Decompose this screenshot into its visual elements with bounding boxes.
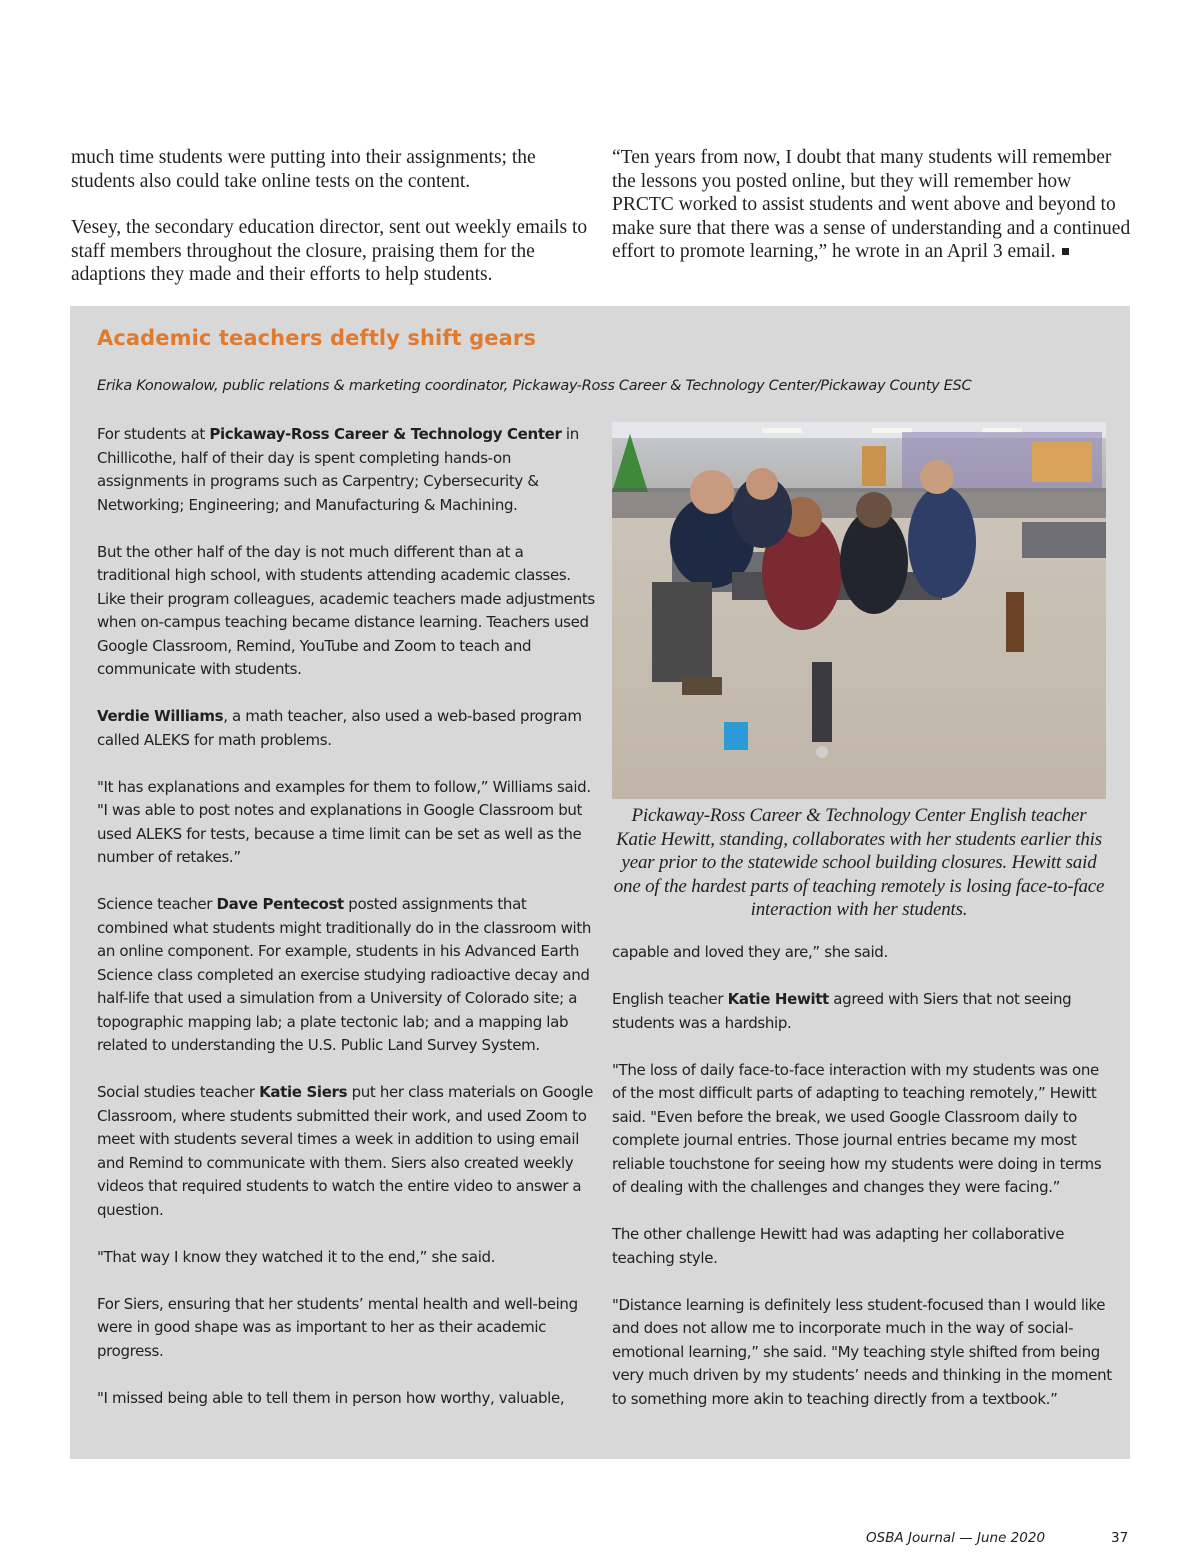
bold-name: Verdie Williams: [97, 707, 224, 725]
text-run: agreed with Siers that not seeing students was a hardship.: [612, 990, 1072, 1032]
sidebar-column-right: [612, 941, 1112, 1435]
article-column-left: [71, 146, 591, 310]
sidebar-paragraph: [97, 705, 597, 752]
sidebar-paragraph: "Distance learning is definitely less student-focused than I would like and does not allow me to incorporate much in the way of social-emotional learning,” she said. "My teaching style shifted from being very much driven by my students’ needs and thinking in the moment to something more akin to teaching directly from a textbook.”: [612, 1295, 1112, 1408]
text-run: put her class materials on Google Classroom, where students submitted their work, and used Zoom to meet with students several times a week in addition to using email and Remind to communicate with them. Siers also created weekly videos that required students to watch the entire video to answer a question.: [97, 1083, 593, 1219]
sidebar-paragraph: [612, 988, 1112, 1035]
article-column-right: [612, 146, 1132, 287]
sidebar-paragraph: The other challenge Hewitt had was adapting her collaborative teaching style.: [612, 1225, 1065, 1267]
bold-name: Pickaway-Ross Career & Technology Center: [209, 425, 562, 443]
sidebar-paragraph: "The loss of daily face-to-face interaction with my students was one of the most difficult parts of adapting to teaching remotely,” Hewitt said. "Even before the break, we used Google Classroom daily to complete journal entries. Those journal entries became my most reliable touchstone for seeing how my students were doing in terms of dealing with the challenges and changes they were facing.”: [612, 1060, 1102, 1196]
sidebar-paragraph: "That way I know they watched it to the end,” she said.: [97, 1247, 496, 1266]
article-paragraph: [612, 146, 1132, 264]
text-run: English teacher: [612, 990, 728, 1008]
bold-name: Katie Hewitt: [727, 990, 829, 1008]
text-run: Social studies teacher: [97, 1083, 260, 1101]
bold-name: Dave Pentecost: [216, 895, 344, 913]
quote-text: “Ten years from now, I doubt that many students will remember the lessons you posted online, but they will remember how PRCTC worked to assist students and went above and beyond to make sure that there was a sense of understanding and a continued effort to promote learning,” he wrote in an April 3 email.: [612, 147, 1131, 262]
sidebar-paragraph: [97, 1081, 597, 1222]
text-run: in Chillicothe, half of their day is spent completing hands-on assignments in programs such as Carpentry; Cybersecurity & Networking; Engineering; and Manufacturing & Machining.: [97, 425, 579, 514]
sidebar-paragraph: But the other half of the day is not much different than at a traditional high school, with students attending academic classes. Like their program colleagues, academic teachers made adjustments when on-campus teaching became distance learning. Teachers used Google Classroom, Remind, YouTube and Zoom to teach and communicate with students.: [97, 542, 595, 678]
sidebar-paragraph: "I missed being able to tell them in person how worthy, valuable,: [97, 1388, 565, 1407]
sidebar-title: Academic teachers deftly shift gears: [97, 326, 536, 350]
text-run: posted assignments that combined what students might traditionally do in the classroom with an online component. For example, students in his Advanced Earth Science class completed an exercise studying radioactive decay and half-life that used a simulation from a University of Colorado site; a topographic mapping lab; a plate tectonic lab; and a mapping lab related to understanding the U.S. Public Land Survey System.: [97, 895, 592, 1054]
article-paragraph: Vesey, the secondary education director, sent out weekly emails to staff members throughout the closure, praising them for the adaptions they made and their efforts to help students.: [71, 217, 588, 285]
article-paragraph: much time students were putting into their assignments; the students also could take online tests on the content.: [71, 147, 536, 192]
classroom-photo: [612, 422, 1106, 799]
sidebar-paragraph: [97, 423, 597, 517]
bold-name: Katie Siers: [259, 1083, 348, 1101]
sidebar-box: [70, 306, 1130, 1459]
photo-illustration: [612, 422, 1106, 799]
text-run: For students at: [97, 425, 210, 443]
sidebar-paragraph: For Siers, ensuring that her students’ mental health and well-being were in good shape was as important to her as their academic progress.: [97, 1294, 578, 1360]
sidebar-paragraph: capable and loved they are,” she said.: [612, 943, 888, 961]
end-of-story-icon: [1062, 248, 1069, 255]
journal-footer: OSBA Journal — June 2020: [866, 1530, 1046, 1546]
byline: Erika Konowalow, public relations & marketing coordinator, Pickaway-Ross Career & Technology Center/Pickaway County ESC: [97, 378, 972, 394]
text-run: Science teacher: [97, 895, 217, 913]
sidebar-column-left: [97, 423, 597, 1434]
text-run: , a math teacher, also used a web-based program called ALEKS for math problems.: [97, 707, 582, 749]
sidebar-paragraph: "It has explanations and examples for them to follow,” Williams said. "I was able to post notes and explanations in Google Classroom but used ALEKS for tests, because a time limit can be set as well as the number of retakes.”: [97, 777, 591, 866]
page-number: 37: [1111, 1530, 1129, 1546]
sidebar-paragraph: [97, 893, 597, 1058]
photo-caption: Pickaway-Ross Career & Technology Center English teacher Katie Hewitt, standing, collaborates with her students earlier this year prior to the statewide school building closures. Hewitt said one of the hardest parts of teaching remotely is losing face-to-face interaction with her students.: [613, 805, 1105, 920]
